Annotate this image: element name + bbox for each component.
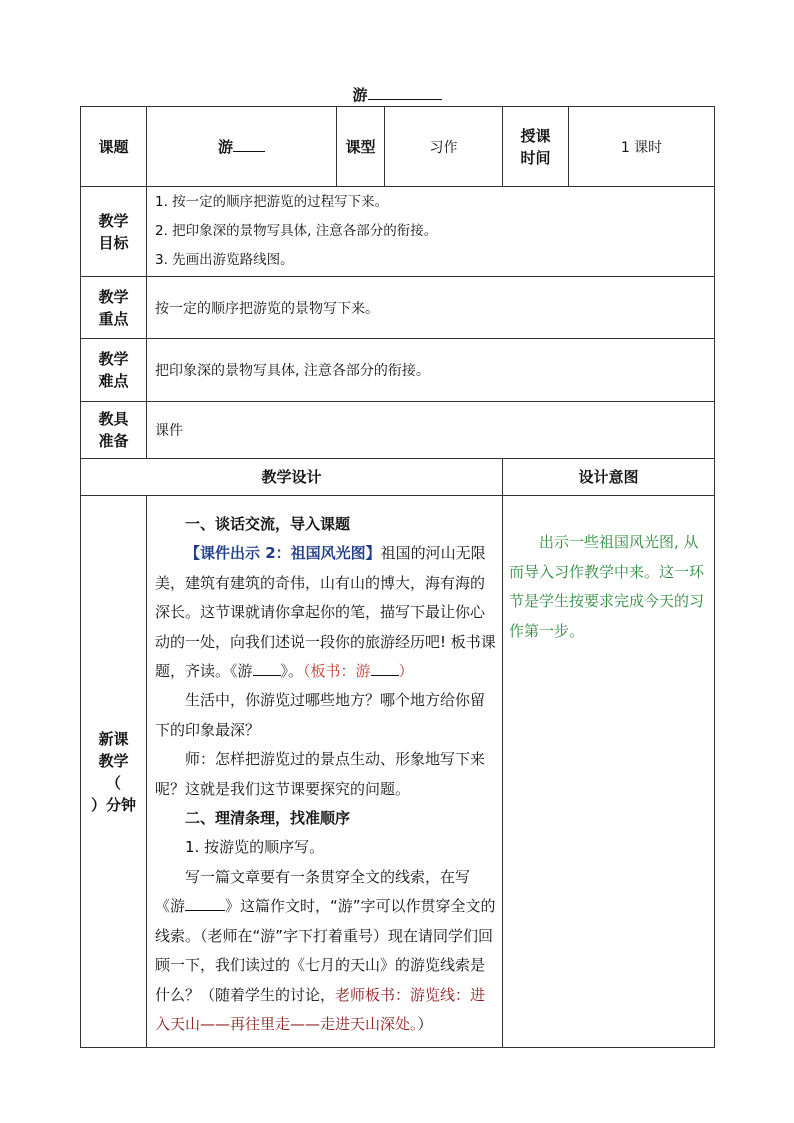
section-header-row (81, 459, 715, 496)
key-points-text: 按一定的顺序把游览的景物写下来。 (147, 277, 715, 339)
goals-label: 教学 目标 (81, 187, 147, 277)
materials-text: 课件 (147, 402, 715, 459)
goal-item: 2. 把印象深的景物写具体, 注意各部分的衔接。 (155, 223, 438, 239)
subsection-1: 1. 按游览的顺序写。 (185, 838, 325, 857)
time-value: 1 课时 (569, 107, 715, 187)
difficulties-label: 教学 难点 (81, 339, 147, 402)
lesson-plan-table (80, 106, 715, 1048)
header-row (81, 107, 715, 187)
goals-list (147, 187, 715, 277)
goal-item: 3. 先画出游览路线图。 (155, 252, 294, 268)
section2-title: 二、理清条理，找准顺序 (185, 809, 351, 828)
courseware-tag: 【课件出示 2：祖国风光图】 (185, 544, 381, 563)
title-blank (368, 85, 442, 100)
difficulties-row (81, 339, 715, 402)
difficulties-text: 把印象深的景物写具体, 注意各部分的衔接。 (147, 339, 715, 402)
key-points-label: 教学 重点 (81, 277, 147, 339)
lesson-paragraph-3: 师：怎样把游览过的景点生动、形象地写下来呢？这就是我们这节课要探究的问题。 (155, 750, 486, 798)
design-header: 教学设计 (81, 459, 503, 496)
inline-blank (185, 896, 225, 911)
page-title: 游 (0, 84, 794, 105)
type-label: 课型 (337, 107, 385, 187)
goals-row (81, 187, 715, 277)
lesson-label: 新课 教学 （ ）分钟 (81, 496, 147, 1048)
section1-title: 一、谈话交流，导入课题 (185, 515, 351, 533)
intent-content (503, 496, 715, 1048)
materials-label: 教具 准备 (81, 402, 147, 459)
topic-label: 课题 (81, 107, 147, 187)
intent-header: 设计意图 (503, 459, 715, 496)
type-value: 习作 (385, 107, 503, 187)
lesson-row (81, 496, 715, 1048)
inline-blank (371, 661, 399, 676)
topic-blank (233, 137, 265, 152)
goal-item: 1. 按一定的顺序把游览的过程写下来。 (155, 194, 389, 210)
materials-row (81, 402, 715, 459)
board-note: （板书：游 ） (303, 662, 414, 681)
lesson-paragraph-1: 【课件出示 2：祖国风光图】祖国的河山无限美，建筑有建筑的奇伟，山有山的博大，海有海的深长。这节课就请你拿起你的笔，描写下最让你心动的一处，向我们述说一段你的旅游经历吧! 板书课题，齐读。《游 》。（板书：游 ） (155, 544, 496, 681)
key-points-row (81, 277, 715, 339)
lesson-paragraph-2: 生活中，你游览过哪些地方？哪个地方给你留下的印象最深？ (155, 691, 486, 739)
board-writing: 老师板书：游览线：进入天山——再往里走——走进天山深处。 (155, 985, 486, 1033)
lesson-paragraph-4: 写一篇文章要有一条贯穿全文的线索，在写《游 》这篇作文时，“游”字可以作贯穿全文的线索。（老师在“游”字下打着重号）现在请同学们回顾一下，我们读过的《七月的天山》的游览线索是什么？（随着学生的讨论，老师板书：游览线：进入天山——再往里走——走进天山深处。） (155, 867, 496, 1033)
intent-text: 出示一些祖国风光图, 从而导入习作教学中来。这一环节是学生按要求完成今天的习作第一步。 (509, 533, 705, 640)
inline-blank (253, 661, 281, 676)
lesson-content (147, 496, 503, 1048)
time-label: 授课 时间 (503, 107, 569, 187)
topic-value: 游 (147, 107, 337, 187)
